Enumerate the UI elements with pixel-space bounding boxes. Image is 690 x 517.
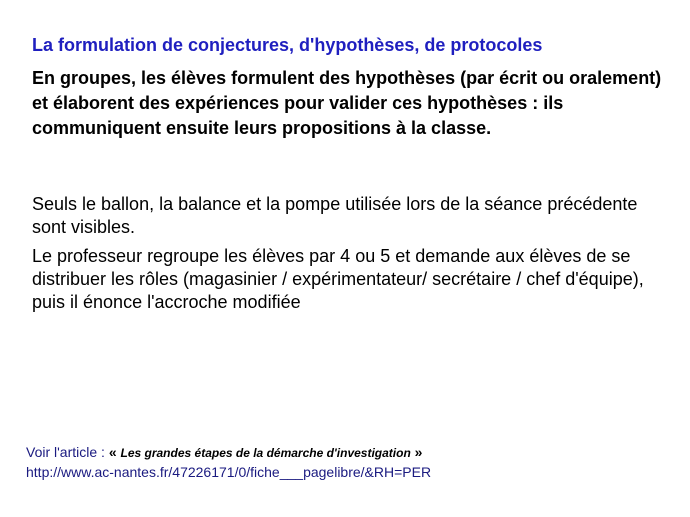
article-reference <box>26 443 666 482</box>
close-quote: » <box>410 444 423 460</box>
visible-materials-paragraph: Seuls le ballon, la balance et la pompe utilisée lors de la séance précédente sont visibles. <box>32 194 638 237</box>
article-title: Les grandes étapes de la démarche d'investigation <box>120 446 411 460</box>
slide-title: La formulation de conjectures, d'hypothèses, de protocoles <box>32 35 543 55</box>
reference-label: Voir l'article : <box>26 444 109 460</box>
group-roles-paragraph: Le professeur regroupe les élèves par 4 ou 5 et demande aux élèves de se distribuer les rôles (magasinier / expérimentateur/ secrétaire / chef d'équipe), puis il énonce l'accroche modifiée <box>32 246 644 312</box>
article-url-link[interactable]: http://www.ac-nantes.fr/47226171/0/fiche___pagelibre/&RH=PER <box>26 464 432 480</box>
open-quote: « <box>108 444 121 460</box>
article-reference-line <box>26 443 666 463</box>
intro-bold-paragraph: En groupes, les élèves formulent des hypothèses (par écrit ou oralement) et élaborent des expériences pour valider ces hypothèses : ils communiquent ensuite leurs propositions à la classe. <box>32 68 662 138</box>
